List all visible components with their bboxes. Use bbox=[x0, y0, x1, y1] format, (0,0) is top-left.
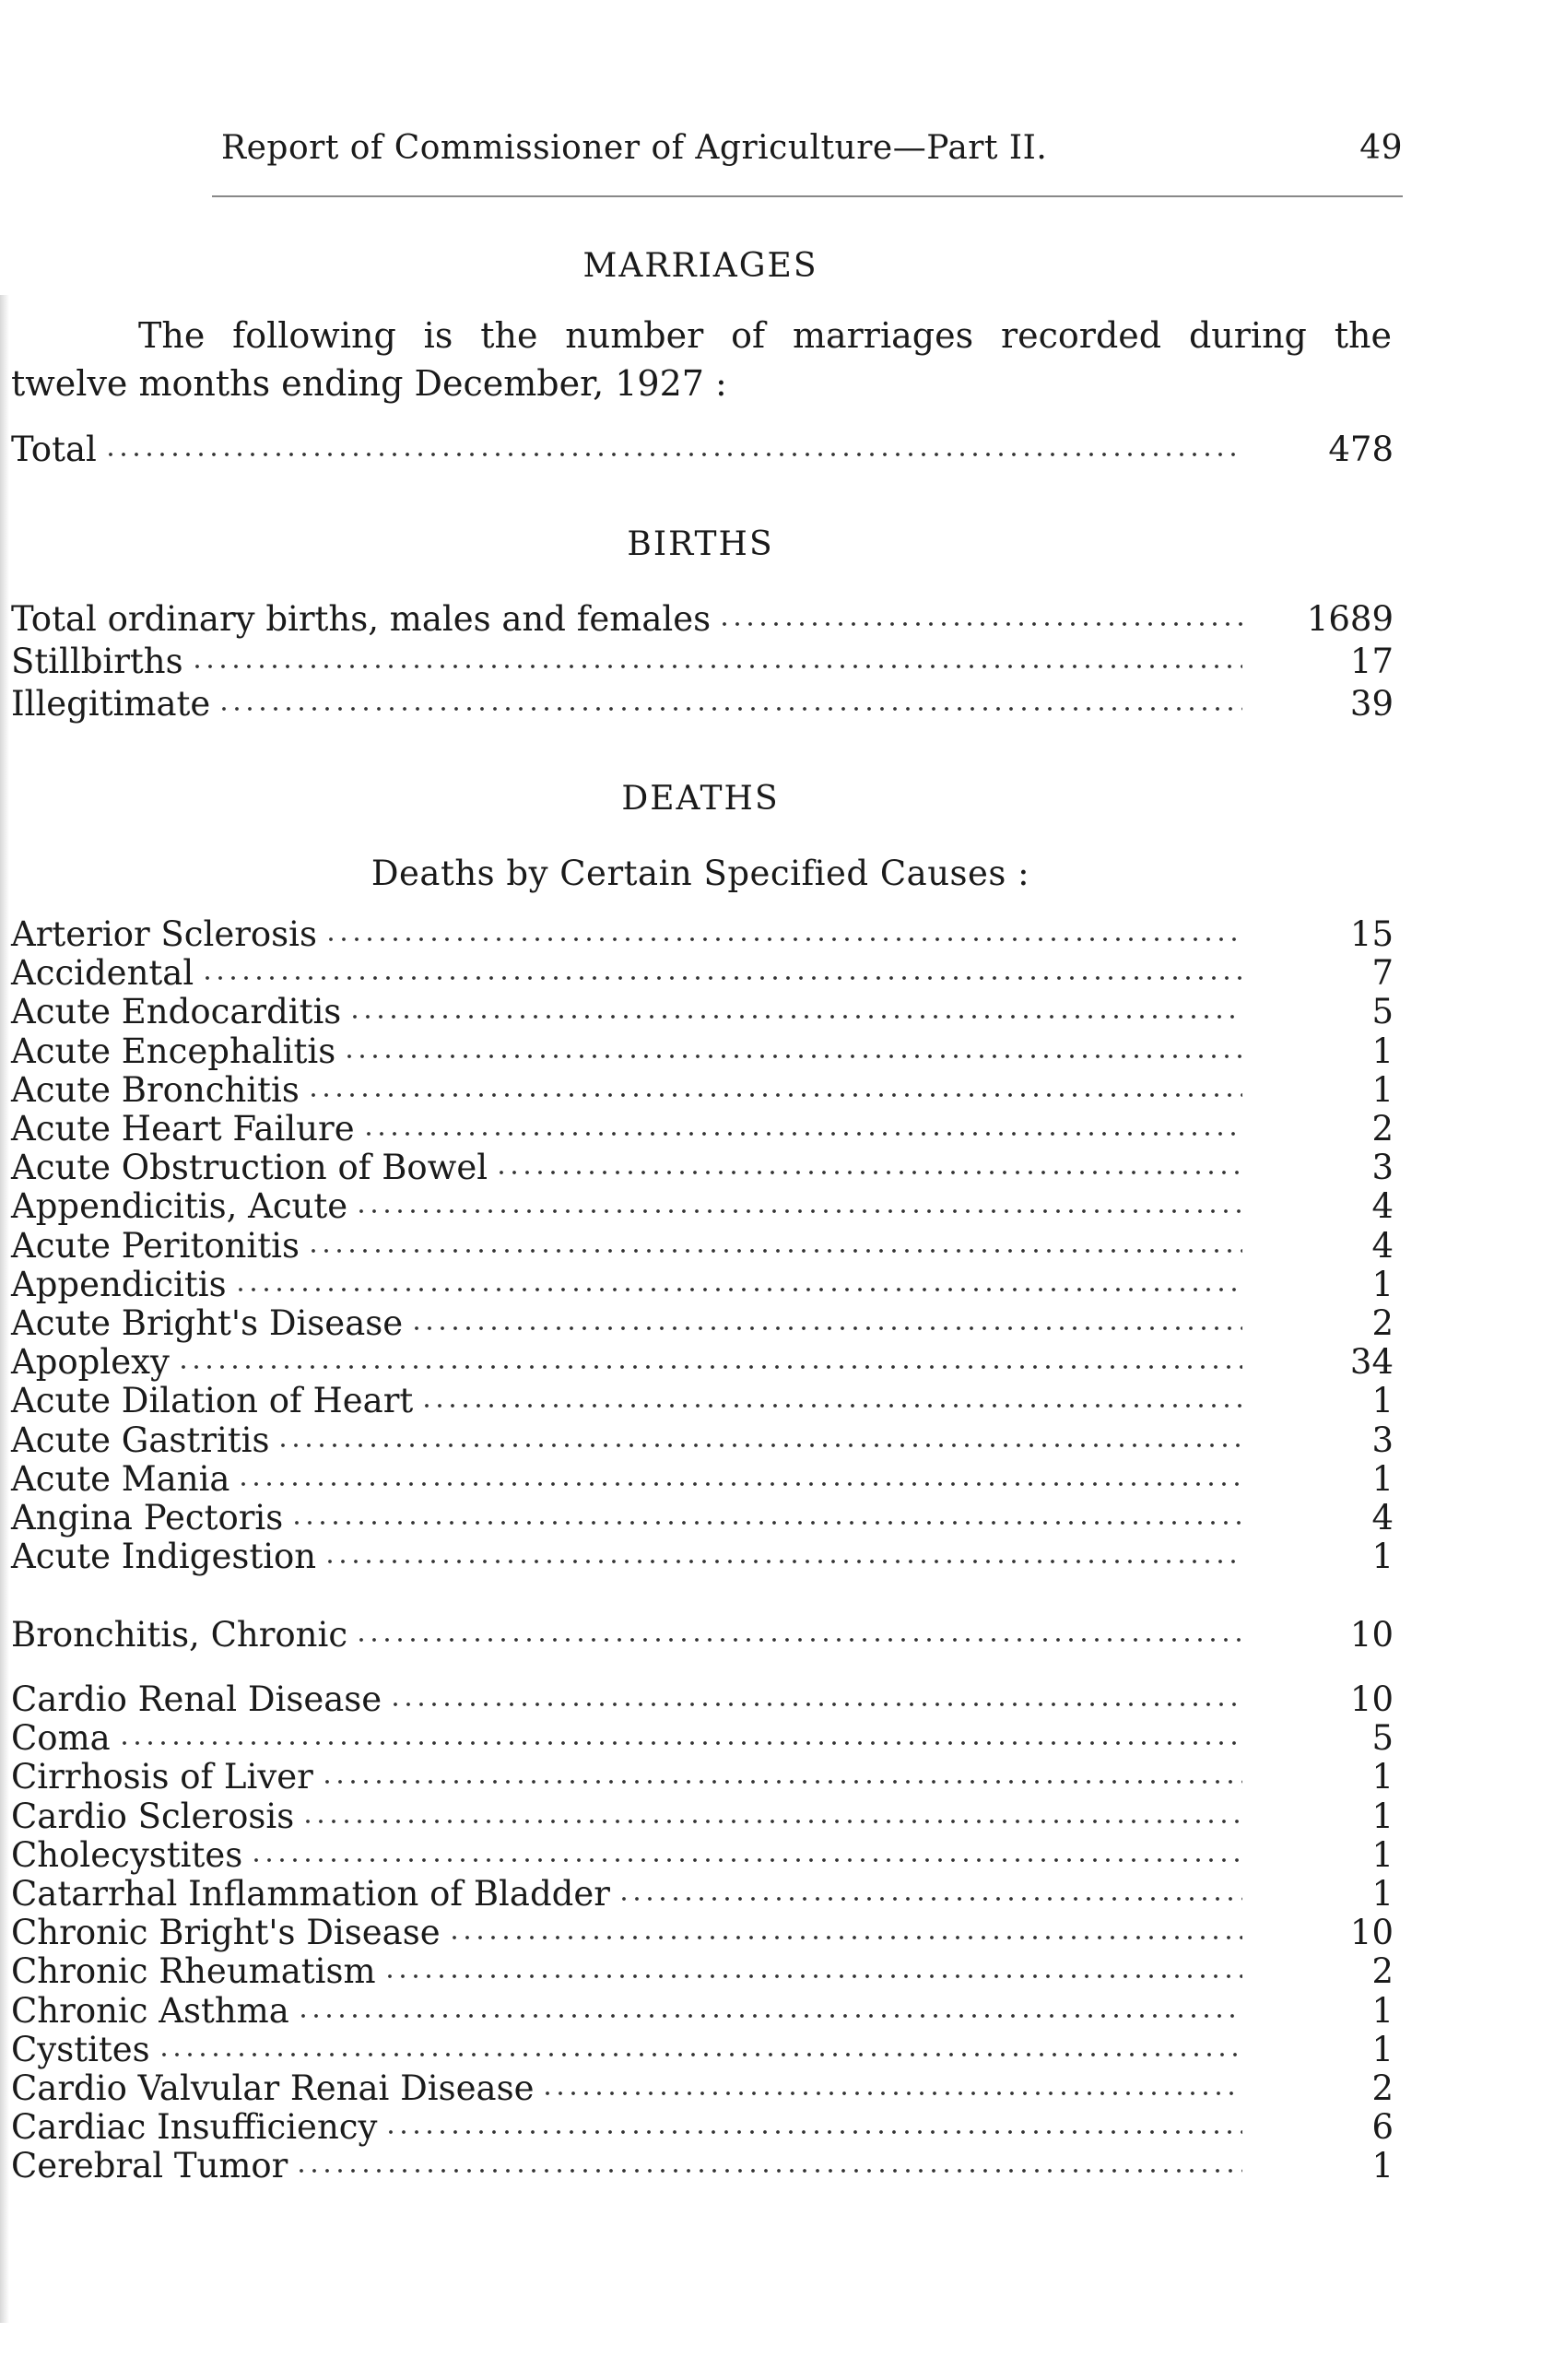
death-cause-row bbox=[11, 1757, 1394, 1797]
death-cause-row bbox=[11, 1679, 1394, 1720]
marriages-intro-line-1: The following is the number of marriages recorded during the bbox=[138, 315, 1392, 356]
death-cause-label: Cardio Sclerosis bbox=[11, 1796, 295, 1836]
leader-dots bbox=[348, 1012, 1242, 1021]
death-cause-row bbox=[11, 1498, 1394, 1538]
death-count-value: 1 bbox=[1371, 1834, 1394, 1875]
death-cause-row bbox=[11, 1913, 1394, 1953]
death-cause-label: Cystites bbox=[11, 2029, 150, 2069]
death-count-value: 10 bbox=[1349, 1913, 1394, 1953]
death-count-value: 3 bbox=[1371, 1148, 1394, 1188]
leader-dots bbox=[177, 1362, 1242, 1372]
death-cause-row bbox=[11, 1951, 1394, 1992]
marriages-intro-line-2: twelve months ending December, 1927 : bbox=[11, 363, 727, 404]
death-count-value: 1 bbox=[1371, 1069, 1394, 1110]
leader-dots bbox=[618, 1894, 1242, 1903]
death-count-value: 5 bbox=[1371, 1718, 1394, 1759]
death-cause-label: Appendicitis, Acute bbox=[11, 1186, 348, 1227]
death-cause-label: Acute Endocarditis bbox=[11, 992, 342, 1032]
death-cause-row bbox=[11, 992, 1394, 1032]
leader-dots bbox=[297, 2011, 1242, 2021]
leader-dots bbox=[343, 1052, 1242, 1061]
death-count-value: 1 bbox=[1371, 1537, 1394, 1577]
death-count-value: 1 bbox=[1371, 1264, 1394, 1304]
death-count-value: 1 bbox=[1371, 2146, 1394, 2186]
death-cause-label: Arterior Sclerosis bbox=[11, 914, 317, 954]
leader-dots bbox=[276, 1441, 1242, 1450]
death-cause-label: Acute Bright's Disease bbox=[11, 1303, 404, 1343]
death-count-value: 1 bbox=[1371, 1796, 1394, 1836]
death-cause-row bbox=[11, 1420, 1394, 1461]
leader-dots bbox=[191, 662, 1242, 671]
death-cause-label: Cardio Valvular Renai Disease bbox=[11, 2068, 535, 2108]
death-cause-row bbox=[11, 2146, 1394, 2186]
leader-dots bbox=[420, 1401, 1242, 1410]
leader-dots bbox=[104, 450, 1242, 459]
leader-dots bbox=[541, 2089, 1242, 2098]
death-cause-row bbox=[11, 1991, 1394, 2032]
death-cause-label: Acute Obstruction of Bowel bbox=[11, 1148, 488, 1188]
death-count-value: 2 bbox=[1371, 1109, 1394, 1149]
death-cause-row bbox=[11, 1031, 1394, 1072]
death-cause-label: Chronic Bright's Disease bbox=[11, 1913, 441, 1953]
death-cause-row bbox=[11, 1537, 1394, 1577]
births-row bbox=[11, 599, 1394, 640]
births-row-label: Illegitimate bbox=[11, 684, 211, 724]
leader-dots bbox=[383, 1972, 1242, 1981]
marriages-total-value: 478 bbox=[1328, 430, 1394, 469]
births-row-label: Stillbirths bbox=[11, 642, 183, 681]
marriages-heading: MARRIAGES bbox=[582, 247, 818, 285]
death-count-value: 2 bbox=[1371, 1303, 1394, 1343]
death-count-value: 1 bbox=[1371, 1874, 1394, 1914]
leader-dots bbox=[295, 2166, 1242, 2175]
death-cause-label: Acute Indigestion bbox=[11, 1537, 317, 1577]
death-cause-label: Accidental bbox=[11, 953, 194, 994]
leader-dots bbox=[384, 2127, 1242, 2137]
death-count-value: 4 bbox=[1371, 1186, 1394, 1227]
marriages-total-row bbox=[11, 430, 1394, 470]
death-count-value: 1 bbox=[1371, 1757, 1394, 1797]
death-cause-label: Acute Dilation of Heart bbox=[11, 1381, 414, 1421]
leader-dots bbox=[301, 1817, 1242, 1826]
leader-dots bbox=[355, 1207, 1242, 1216]
leader-dots bbox=[234, 1285, 1242, 1294]
births-row-value: 1689 bbox=[1306, 599, 1394, 639]
death-cause-label: Acute Encephalitis bbox=[11, 1031, 336, 1071]
death-count-value: 6 bbox=[1371, 2107, 1394, 2148]
death-cause-label: Apoplexy bbox=[11, 1342, 170, 1383]
death-cause-label: Catarrhal Inflammation of Bladder bbox=[11, 1874, 610, 1914]
death-cause-label: Angina Pectoris bbox=[11, 1498, 284, 1538]
death-count-value: 2 bbox=[1371, 1951, 1394, 1992]
death-count-value: 4 bbox=[1371, 1498, 1394, 1538]
death-count-value: 1 bbox=[1371, 1990, 1394, 2031]
leader-dots bbox=[718, 619, 1242, 629]
death-cause-row bbox=[11, 1381, 1394, 1421]
leader-dots bbox=[355, 1635, 1242, 1644]
leader-dots bbox=[448, 1933, 1242, 1942]
leader-dots bbox=[307, 1246, 1242, 1255]
death-count-value: 4 bbox=[1371, 1225, 1394, 1266]
death-cause-row bbox=[11, 2030, 1394, 2070]
death-cause-label: Chronic Asthma bbox=[11, 1990, 289, 2031]
running-head-title: Report of Commissioner of Agriculture—Part II. bbox=[221, 129, 1048, 167]
births-row-label: Total ordinary births, males and females bbox=[11, 599, 712, 639]
death-cause-label: Acute Mania bbox=[11, 1458, 230, 1499]
death-count-value: 10 bbox=[1349, 1679, 1394, 1719]
death-cause-label: Coma bbox=[11, 1718, 111, 1759]
death-cause-label: Cardiac Insufficiency bbox=[11, 2107, 378, 2148]
death-cause-row bbox=[11, 1303, 1394, 1344]
leader-dots bbox=[250, 1856, 1242, 1865]
leader-dots bbox=[495, 1168, 1242, 1177]
leader-dots bbox=[324, 935, 1242, 944]
death-count-value: 1 bbox=[1371, 1031, 1394, 1071]
death-cause-row bbox=[11, 1226, 1394, 1267]
leader-dots bbox=[201, 973, 1242, 983]
death-cause-row bbox=[11, 1070, 1394, 1111]
death-count-value: 1 bbox=[1371, 1458, 1394, 1499]
death-count-value: 1 bbox=[1371, 2029, 1394, 2069]
death-cause-row bbox=[11, 953, 1394, 994]
death-cause-row bbox=[11, 1874, 1394, 1915]
death-cause-row bbox=[11, 1109, 1394, 1149]
births-heading: BIRTHS bbox=[627, 525, 774, 563]
leader-dots bbox=[237, 1479, 1242, 1489]
leader-dots bbox=[410, 1324, 1242, 1333]
death-cause-row bbox=[11, 1718, 1394, 1759]
deaths-heading: DEATHS bbox=[621, 780, 780, 818]
death-cause-label: Cholecystites bbox=[11, 1834, 243, 1875]
death-cause-row bbox=[11, 1342, 1394, 1383]
death-cause-label: Chronic Rheumatism bbox=[11, 1951, 376, 1992]
death-count-value: 2 bbox=[1371, 2068, 1394, 2108]
death-count-value: 10 bbox=[1349, 1615, 1394, 1655]
death-count-value: 1 bbox=[1371, 1381, 1394, 1421]
death-cause-label: Appendicitis bbox=[11, 1264, 227, 1304]
page-number: 49 bbox=[1359, 129, 1403, 167]
leader-dots bbox=[290, 1518, 1242, 1527]
death-count-value: 3 bbox=[1371, 1420, 1394, 1460]
header-rule bbox=[212, 195, 1403, 197]
leader-dots bbox=[218, 704, 1242, 713]
death-cause-row bbox=[11, 1265, 1394, 1305]
death-cause-label: Cardio Renal Disease bbox=[11, 1679, 382, 1719]
death-count-value: 15 bbox=[1349, 914, 1394, 954]
death-cause-label: Cirrhosis of Liver bbox=[11, 1757, 313, 1797]
death-cause-row bbox=[11, 1797, 1394, 1837]
leader-dots bbox=[158, 2050, 1242, 2059]
death-cause-label: Cerebral Tumor bbox=[11, 2146, 288, 2186]
death-cause-row bbox=[11, 2068, 1394, 2109]
leader-dots bbox=[362, 1129, 1242, 1138]
deaths-subheading: Deaths by Certain Specified Causes : bbox=[371, 854, 1030, 893]
death-cause-row bbox=[11, 1835, 1394, 1876]
death-cause-row bbox=[11, 1186, 1394, 1227]
death-count-value: 5 bbox=[1371, 992, 1394, 1032]
death-count-value: 34 bbox=[1349, 1342, 1394, 1383]
births-row bbox=[11, 642, 1394, 682]
death-cause-label: Acute Heart Failure bbox=[11, 1109, 355, 1149]
leader-dots bbox=[307, 1090, 1242, 1100]
marriages-total-label: Total bbox=[11, 430, 97, 469]
births-row bbox=[11, 684, 1394, 725]
leader-dots bbox=[321, 1777, 1242, 1786]
death-cause-label: Acute Peritonitis bbox=[11, 1225, 300, 1266]
death-cause-label: Acute Gastritis bbox=[11, 1420, 270, 1460]
leader-dots bbox=[118, 1738, 1242, 1748]
death-cause-row bbox=[11, 1615, 1394, 1655]
births-row-value: 17 bbox=[1349, 642, 1394, 681]
death-cause-row bbox=[11, 914, 1394, 955]
death-cause-row bbox=[11, 1459, 1394, 1500]
births-row-value: 39 bbox=[1349, 684, 1394, 724]
death-cause-row bbox=[11, 1148, 1394, 1188]
death-cause-row bbox=[11, 2107, 1394, 2148]
leader-dots bbox=[389, 1700, 1242, 1709]
marriages-intro bbox=[11, 312, 1392, 407]
leader-dots bbox=[323, 1557, 1242, 1566]
death-cause-label: Bronchitis, Chronic bbox=[11, 1615, 348, 1655]
death-count-value: 7 bbox=[1371, 953, 1394, 994]
death-cause-label: Acute Bronchitis bbox=[11, 1069, 300, 1110]
